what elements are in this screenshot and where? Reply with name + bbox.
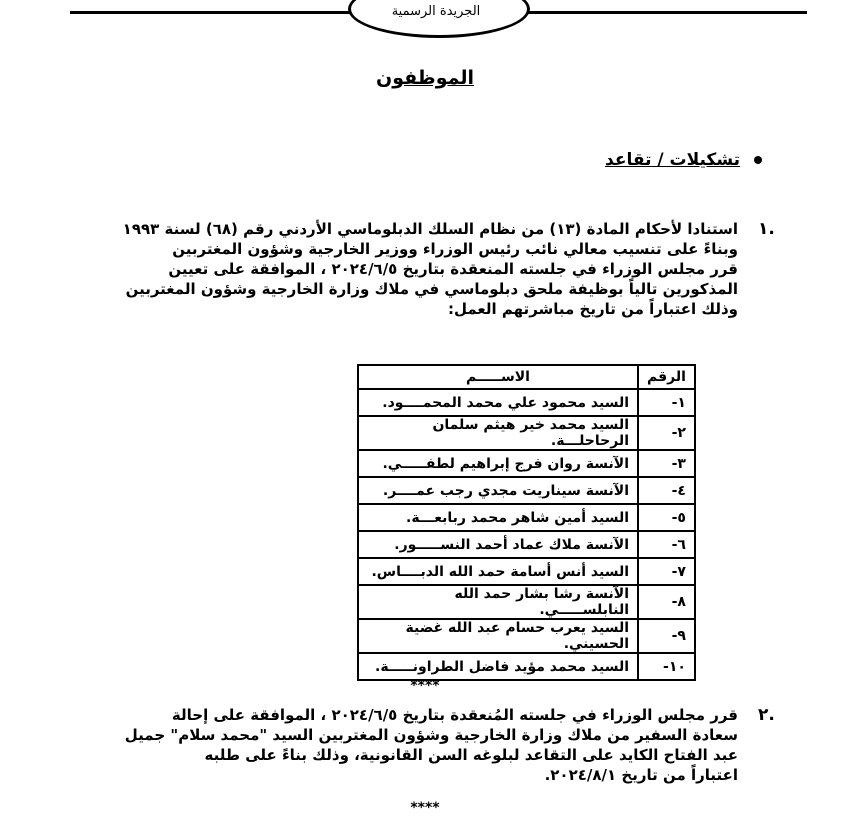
section-separator: **** bbox=[410, 678, 440, 694]
column-header-number: الرقم bbox=[638, 365, 695, 389]
table-row bbox=[358, 585, 695, 619]
table-row bbox=[358, 450, 695, 477]
paragraph-line: عبد الفتاح الكايد على التقاعد لبلوغه السن القانونية، وذلك بناءً على طلبه bbox=[204, 746, 738, 764]
row-number: ١- bbox=[638, 389, 695, 416]
table-row bbox=[358, 558, 695, 585]
row-name: السيد محمود علي محمد المحمــــود. bbox=[358, 389, 638, 416]
appointees-table bbox=[357, 364, 696, 681]
table-row bbox=[358, 416, 695, 450]
gazette-title: الجريدة الرسمية bbox=[391, 4, 481, 19]
row-name: السيد محمد خير هيثم سلمان الرحاحلـــة. bbox=[358, 416, 638, 450]
section-title: تشكيلات / تقاعد bbox=[605, 150, 740, 170]
table-row bbox=[358, 531, 695, 558]
header-rule-right bbox=[515, 11, 807, 14]
row-number: ٤- bbox=[638, 477, 695, 504]
paragraph-line: اعتباراً من تاريخ ٢٠٢٤/٨/١. bbox=[544, 766, 738, 784]
column-header-name: الاســـــم bbox=[358, 365, 638, 389]
paragraph-line: وذلك اعتباراً من تاريخ مباشرتهم العمل: bbox=[447, 300, 738, 318]
paragraph-line: قرر مجلس الوزراء في جلسته المنعقدة بتاريخ ٢٠٢٤/٦/٥ ، الموافقة على تعيين bbox=[168, 260, 738, 278]
row-number: ٣- bbox=[638, 450, 695, 477]
table-row bbox=[358, 389, 695, 416]
section-heading bbox=[605, 150, 762, 170]
paragraph-line: وبناءً على تنسيب معالي نائب رئيس الوزراء ووزير الخارجية وشؤون المغتربين bbox=[172, 240, 738, 258]
row-number: ٨- bbox=[638, 585, 695, 619]
bullet-icon bbox=[754, 156, 762, 164]
row-name: الآنسة روان فرج إبراهيم لطفـــــي. bbox=[358, 450, 638, 477]
table-row bbox=[358, 619, 695, 653]
table-row bbox=[358, 504, 695, 531]
table-header-row bbox=[358, 365, 695, 389]
table-row bbox=[358, 653, 695, 680]
paragraph-line: سعادة السفير من ملاك وزارة الخارجية وشؤون المغتربين السيد "محمد سلام" جميل bbox=[124, 726, 738, 744]
row-number: ٧- bbox=[638, 558, 695, 585]
row-number: ٥- bbox=[638, 504, 695, 531]
table-row bbox=[358, 477, 695, 504]
row-name: الآنسة رشا بشار حمد الله النابلســـــي. bbox=[358, 585, 638, 619]
item-number: ٢. bbox=[758, 705, 775, 725]
section-separator: **** bbox=[410, 800, 440, 816]
item-paragraph bbox=[103, 705, 738, 785]
row-name: الآنسة ملاك عماد أحمد النســـــور. bbox=[358, 531, 638, 558]
header-rule-left bbox=[70, 11, 355, 14]
row-name: السيد أمين شاهر محمد ربابعـــة. bbox=[358, 504, 638, 531]
row-number: ٦- bbox=[638, 531, 695, 558]
page-title: الموظفون bbox=[376, 67, 474, 89]
row-number: ٩- bbox=[638, 619, 695, 653]
row-name: السيد محمد مؤيد فاضل الطراونـــــة. bbox=[358, 653, 638, 680]
paragraph-line: استنادا لأحكام المادة (١٣) من نظام السلك الدبلوماسي الأردني رقم (٦٨) لسنة ١٩٩٣ bbox=[122, 220, 738, 238]
row-number: ١٠- bbox=[638, 653, 695, 680]
item-paragraph bbox=[103, 219, 738, 319]
row-number: ٢- bbox=[638, 416, 695, 450]
row-name: السيد أنس أسامة حمد الله الدبــــاس. bbox=[358, 558, 638, 585]
row-name: الآنسة سيناريت مجدي رجب عمــــر. bbox=[358, 477, 638, 504]
item-number: ١. bbox=[758, 219, 775, 239]
row-name: السيد يعرب حسام عبد الله غضية الحسيني. bbox=[358, 619, 638, 653]
paragraph-line: المذكورين تالياً بوظيفة ملحق دبلوماسي في ملاك وزارة الخارجية وشؤون المغتربين bbox=[125, 280, 738, 298]
paragraph-line: قرر مجلس الوزراء في جلسته المُنعقدة بتاريخ ٢٠٢٤/٦/٥ ، الموافقة على إحالة bbox=[171, 706, 738, 724]
